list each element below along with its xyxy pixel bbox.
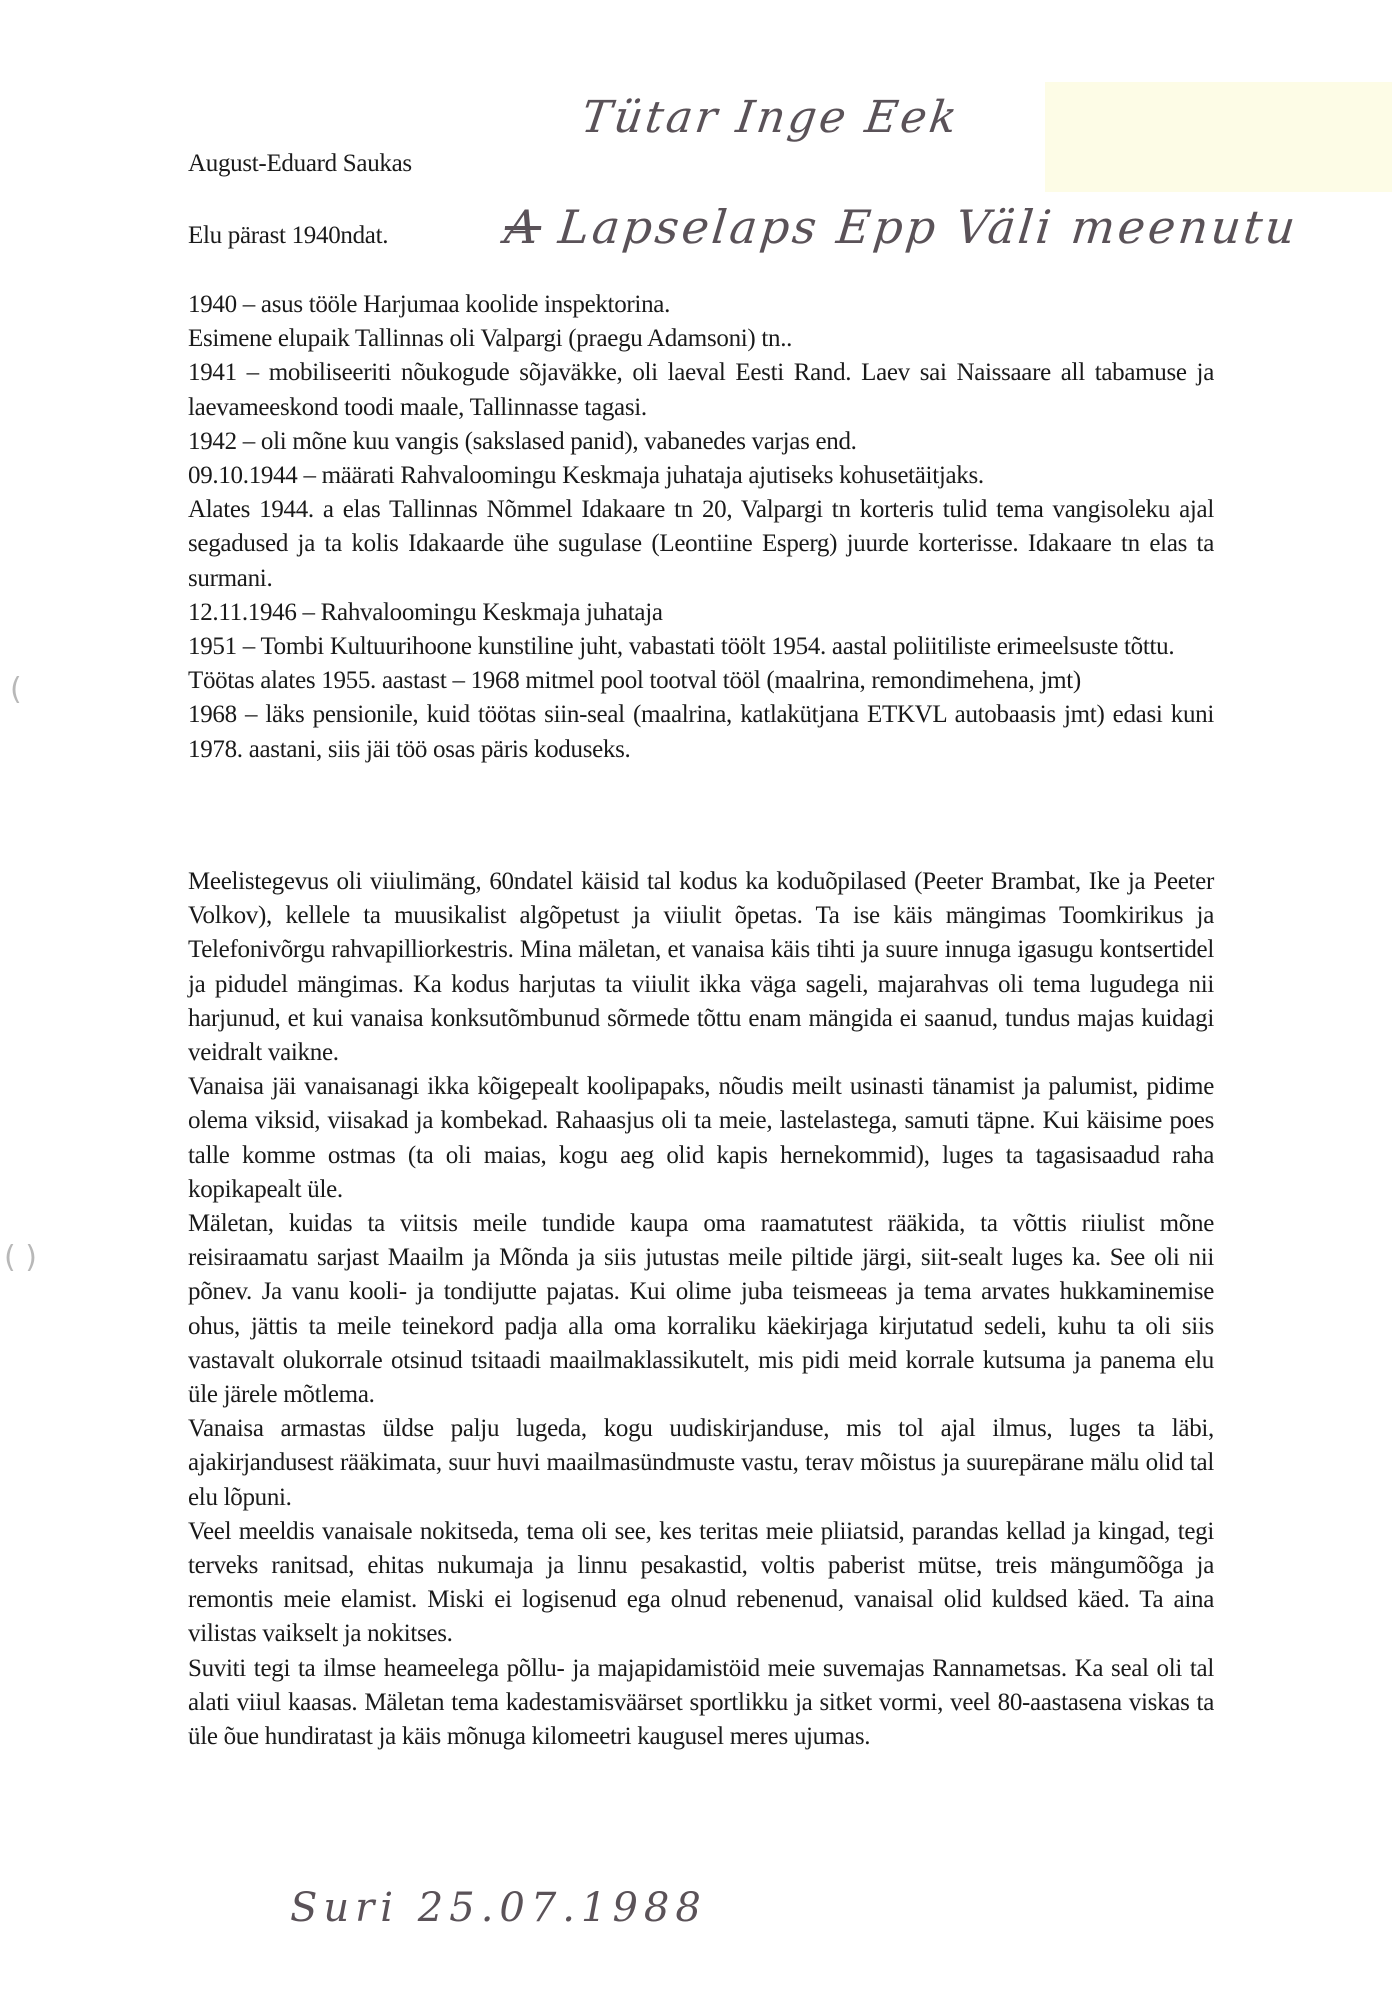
timeline-entry: 12.11.1946 – Rahvaloomingu Keskmaja juhataja [188,598,663,626]
timeline-entry: 1968 – läks pensionile, kuid töötas siin-seal (maalrina, katlakütjana ETKVL autobaasis jmt) edasi kuni 1978. aastani, siis jäi töö osas päris koduseks. [188,701,1214,763]
sticky-note [1045,82,1392,192]
grandchild-note-text: Lapselaps Epp Väli meenutu [556,200,1301,254]
document-title: August-Eduard Saukas [188,150,412,177]
memory-paragraph: Vanaisa armastas üldse palju lugeda, kogu uudiskirjanduse, mis tol ajal ilmus, luges ta läbi, ajakirjandusest rääkimata, suur huvi maailmasündmuste vastu, terav mõistus ja suurepärane mälu olid tal elu lõpuni. [188,1415,1214,1511]
memory-paragraph: Vanaisa jäi vanaisanagi ikka kõigepealt koolipapaks, nõudis meilt usinasti tänamist ja palumist, pidime olema viksid, viisakad ja kombekad. Rahaasjus oli ta meie, lastelastega, samuti täpne. Kui käisime poes talle komme ostmas (ta oli maias, kogu aeg olid kapis hernekommid), luges ta tagasisaadud raha kopikapealt üle. [188,1073,1214,1203]
timeline-entry: 1940 – asus tööle Harjumaa koolide inspektorina. [188,291,671,318]
margin-bracket-mark: ( [10,672,22,707]
memory-paragraph: Mäletan, kuidas ta viitsis meile tundide kaupa oma raamatutest rääkida, ta võttis riiulist mõne reisiraamatu sarjast Maailm ja Mõnda ja siis jutustas meile piltide järgi, siit-sealt luges ka. See oli nii põnev. Ja vanu kooli- ja tondijutte pajatas. Kui olime juba teismeeas ja tema arvates hukkaminemise ohus, jättis ta meile teinekord padja alla oma korraliku käekirjaga kirjutatud sedeli, kuhu ta oli siis vastavalt olukorrale otsinud tsitaadi maailmaklassikutelt, mis pidi meid korrale kutsuma ja panema elu üle järele mõtlema. [188,1210,1214,1409]
handwritten-daughter-note: Tütar Inge Eek [578,92,963,143]
document-subtitle: Elu pärast 1940ndat. [188,222,389,249]
timeline-entry: 09.10.1944 – määrati Rahvaloomingu Keskmaja juhataja ajutiseks kohusetäitjaks. [188,462,984,490]
memory-paragraph: Meelistegevus oli viiulimäng, 60ndatel käisid tal kodus ka koduõpilased (Peeter Brambat, Ike ja Peeter Volkov), kellele ta muusikalist algõpetust ja viiulit õpetas. Ta ise käis mängimas Toomkirikus ja Telefonivõrgu rahvapilliorkestris. Mina mäletan, et vanaisa käis tihti ja suure innuga igasugu kontsertidel ja pidudel mängimas. Ka kodus harjutas ta viiulit ikka väga sageli, majarahvas oli tema lugudega nii harjunud, et kui vanaisa konksutõmbunud sõrmede tõttu enam mängida ei saanud, tundus majas kuidagi veidralt vaikne. [188,868,1214,1067]
memory-paragraph: Suviti tegi ta ilmse heameelega põllu- ja majapidamistöid meie suvemajas Rannametsas. Ka seal oli tal alati viiul kaasas. Mäletan tema kadestamisväärset sportlikku ja sitket vormi, veel 80-aastasena viskas ta üle õue hundiratast ja käis mõnuga kilomeetri kaugusel meres ujumas. [188,1654,1214,1751]
handwritten-death-date: Suri 25.07.1988 [290,1885,707,1931]
timeline-entry: Alates 1944. a elas Tallinnas Nõmmel Idakaare tn 20, Valpargi tn korteris tulid tema vangisoleku ajal segadused ja ta kolis Idakaarde ühe sugulase (Leontiine Esperg) juurde korterisse. Idakaare tn elas ta surmani. [188,496,1214,592]
memory-paragraph: Veel meeldis vanaisale nokitseda, tema oli see, kes teritas meie pliiatsid, parandas kellad ja kingad, tegi terveks ranitsad, ehitas nukumaja ja linnu pesakastid, voltis paberist mütse, treis mängumõõga ja remontis meie elamist. Miski ei logisenud ega olnud rebenenud, vanaisal olid kuldsed käed. Ta aina vilistas vaikselt ja nokitses. [188,1517,1214,1648]
timeline-entry: 1951 – Tombi Kultuurihoone kunstiline juht, vabastati töölt 1954. aastal poliitiliste erimeelsuste tõttu. [188,633,1175,661]
struck-mark: A [502,200,545,254]
handwritten-grandchild-note [502,200,1301,254]
memories-section [188,865,1214,1754]
timeline-entry: 1942 – oli mõne kuu vangis (sakslased panid), vabanedes varjas end. [188,427,857,455]
timeline-section [188,288,1214,767]
timeline-entry: Töötas alates 1955. aastast – 1968 mitmel pool tootval tööl (maalrina, remondimehena, jmt) [188,667,1081,695]
margin-parenthesis-mark: ( ) [4,1240,37,1275]
timeline-entry: Esimene elupaik Tallinnas oli Valpargi (praegu Adamsoni) tn.. [188,325,793,353]
timeline-entry: 1941 – mobiliseeriti nõukogude sõjaväkke, oli laeval Eesti Rand. Laev sai Naissaare all tabamuse ja laevameeskond toodi maale, Tallinnasse tagasi. [188,359,1214,421]
